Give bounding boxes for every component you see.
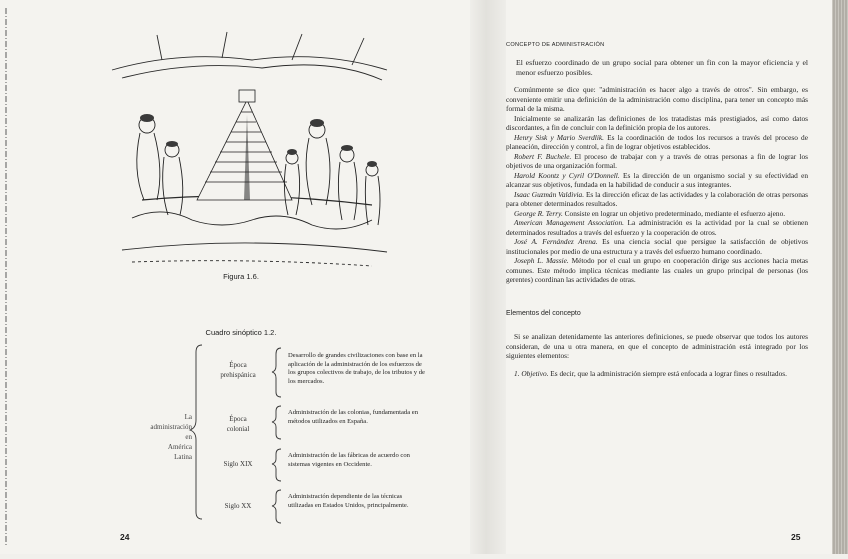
paragraph-elements: Si se analizan detenidamente las anteriores definiciones, se puede observar que todos los autores consideran, de una u otra manera, en que el concepto de administración está integrado por los siguientes elementos: (506, 332, 808, 360)
element-item-1: 1. Objetivo. Es decir, que la administración siempre está enfocada a lograr fines o resultados. (514, 368, 787, 378)
definition-paragraph: El esfuerzo coordinado de un grupo social para obtener un fin con la mayor eficiencia y el menor esfuerzo posibles. (516, 58, 808, 77)
definition-item: José A. Fernández Arena. Es una ciencia social que persigue la satisfacción de objetivos institucionales por medio de una estructura y a través del esfuerzo humano coordinado. (506, 237, 808, 256)
period-20th-century: Siglo XX (224, 502, 252, 510)
synoptic-root-label: La administración en América Latina (150, 413, 192, 461)
period-19th-century-description: Administración de las fábricas de acuerdo con sistemas vigentes en Occidente. (288, 452, 410, 468)
paragraph-intro: Comúnmente se dice que: "administración es hacer algo a través de otros". Sin embargo, es conveniente emitir una definición de la administración como disciplina, para tener un concepto más formal de la misma. (506, 85, 808, 113)
definition-item: American Management Association. La administración es la actividad por la cual se obtienen determinados resultados a través del esfuerzo y la cooperación de otros. (506, 218, 808, 237)
right-page-edge (822, 0, 848, 554)
period-prehispanic-description: Desarrollo de grandes civilizaciones con base en la aplicación de la administración de los esfuerzos de los grupos colectivos de trabajo, de los tributos y de los mercados. (288, 352, 425, 385)
section-title: Elementos del concepto (506, 309, 581, 317)
definition-item: Robert F. Buchele. El proceso de trabajar con y a través de otras personas a fin de lograr los objetivos de una organización formal. (506, 151, 808, 170)
definition-author: José A. Fernández Arena. (514, 237, 598, 246)
running-head: CONCEPTO DE ADMINISTRACIÓN (506, 42, 605, 48)
definition-author: Isaac Guzmán Valdivia. (514, 189, 585, 199)
page-number-left: 24 (120, 532, 130, 542)
definition-author: Joseph L. Massie. (514, 256, 569, 265)
definition-item: Harold Koontz y Cyril O'Donnell. Es la dirección de un organismo social y su efectividad en alcanzar sus objetivos, fundada en la habilidad de conducir a sus integrantes. (506, 170, 809, 189)
definition-author: George R. Terry. (514, 208, 563, 218)
paragraph-analysis: Inicialmente se analizarán las definiciones de los tratadistas más prestigiados, así como datos discordantes, a fin de concluir con la definición propia de los autores. (506, 113, 808, 132)
definition-author: Henry Sisk y Mario Sverdlik. (514, 132, 604, 142)
left-page (12, 0, 470, 554)
definition-item: George R. Terry. Consiste en lograr un objetivo predeterminado, mediante el esfuerzo ajeno. (514, 208, 786, 218)
figure-illustration (102, 30, 392, 270)
definition-item: Henry Sisk y Mario Sverdlik. Es la coordinación de todos los recursos a través del proceso de planeación, dirección y control, a fin de lograr objetivos establecidos. (506, 132, 808, 151)
synoptic-chart-title: Cuadro sinóptico 1.2. (205, 328, 277, 337)
period-20th-century-description: Administración dependiente de las técnicas utilizadas en Estados Unidos, principalmente. (288, 493, 409, 509)
book-gutter (470, 0, 506, 554)
left-page-edge (0, 0, 12, 554)
definition-item: Joseph L. Massie. Método por el cual un grupo en cooperación dirige sus acciones hacia metas comunes. Este método implica técnicas mediante las cuales un grupo principal de personas (los gerentes) coordinan las actividades de otras. (506, 256, 808, 284)
definition-author: American Management Association. (514, 218, 624, 227)
page-number-right: 25 (791, 532, 801, 542)
period-colonial-description: Administración de las colonias, fundamentada en métodos utilizados en España. (288, 409, 419, 425)
period-19th-century: Siglo XIX (223, 460, 253, 468)
definition-author: Harold Koontz y Cyril O'Donnell. (514, 170, 620, 180)
definition-author: Robert F. Buchele. (514, 151, 572, 161)
definition-item: Isaac Guzmán Valdivia. Es la dirección eficaz de las actividades y la colaboración de otras personas para obtener determinados resultados. (506, 189, 808, 208)
body-text (506, 58, 808, 378)
right-page (506, 0, 822, 554)
figure-caption: Figura 1.6. (223, 272, 259, 281)
period-colonial: Época colonial (226, 415, 250, 433)
period-prehispanic: Época prehispánica (220, 361, 256, 379)
